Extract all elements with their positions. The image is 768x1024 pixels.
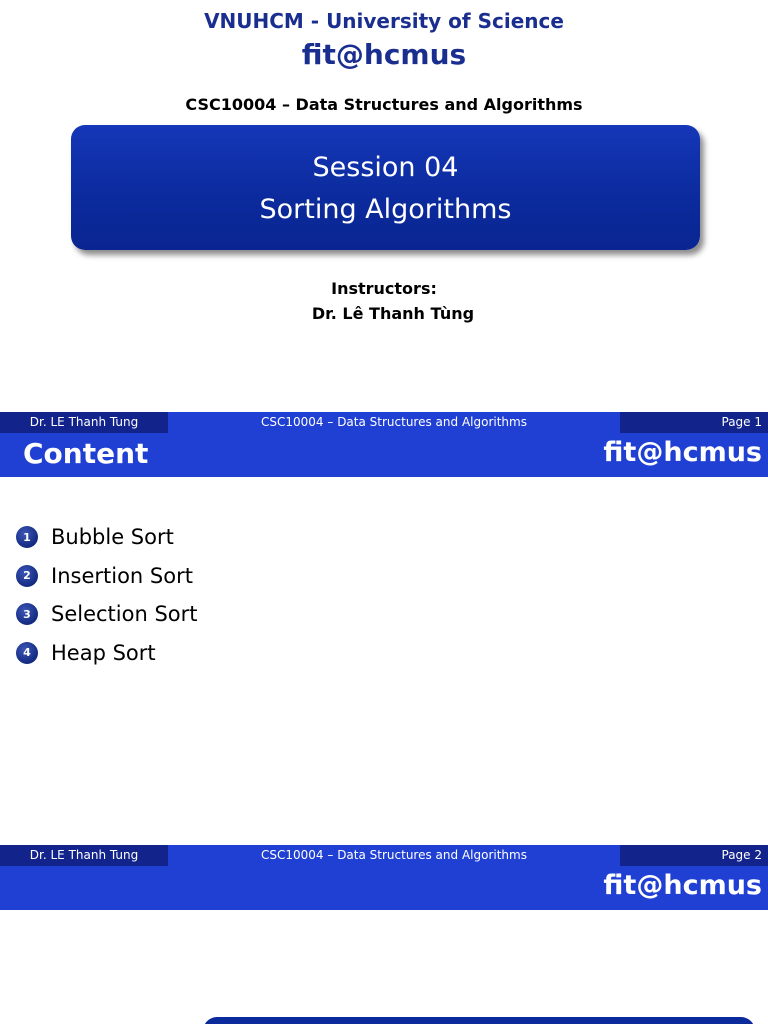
faculty-logo: fit@hcmus <box>603 437 762 468</box>
slide-title-bar <box>0 866 768 910</box>
session-number: Session 04 <box>312 152 459 183</box>
slide-title-bar <box>0 433 768 477</box>
list-item <box>16 595 198 634</box>
number-bullet-icon: 3 <box>16 603 38 625</box>
list-item-label: Bubble Sort <box>51 525 174 550</box>
list-item <box>16 518 198 557</box>
list-item-label: Insertion Sort <box>51 563 193 588</box>
list-item-label: Heap Sort <box>51 640 156 665</box>
header-author: Dr. LE Thanh Tung <box>29 848 139 862</box>
number-bullet-icon: 1 <box>16 526 38 548</box>
content-slide <box>0 412 768 845</box>
number-bullet-icon: 2 <box>16 565 38 587</box>
faculty-logo: fit@hcmus <box>301 38 467 71</box>
course-title: CSC10004 – Data Structures and Algorithms <box>185 95 583 114</box>
list-item <box>16 557 198 596</box>
instructors-label: Instructors: <box>331 279 437 298</box>
slide-header-bar <box>0 845 768 866</box>
header-course: CSC10004 – Data Structures and Algorithms <box>168 845 620 866</box>
content-list <box>16 518 198 672</box>
list-item-label: Selection Sort <box>51 602 198 627</box>
page-number: Page 1 <box>721 415 762 429</box>
header-author: Dr. LE Thanh Tung <box>29 415 139 429</box>
number-bullet-icon: 4 <box>16 642 38 664</box>
next-slide <box>0 845 768 1024</box>
university-name: VNUHCM - University of Science <box>204 9 564 33</box>
content-banner <box>203 1017 755 1024</box>
slide-header-bar <box>0 412 768 433</box>
faculty-logo: fit@hcmus <box>603 870 762 901</box>
slide-title: Content <box>23 437 149 470</box>
session-topic: Sorting Algorithms <box>259 194 512 225</box>
page-number: Page 2 <box>721 848 762 862</box>
header-course: CSC10004 – Data Structures and Algorithms <box>168 412 620 433</box>
list-item <box>16 634 198 673</box>
session-banner <box>71 125 700 250</box>
instructor-name: Dr. Lê Thanh Tùng <box>311 304 475 323</box>
title-slide <box>0 0 768 412</box>
